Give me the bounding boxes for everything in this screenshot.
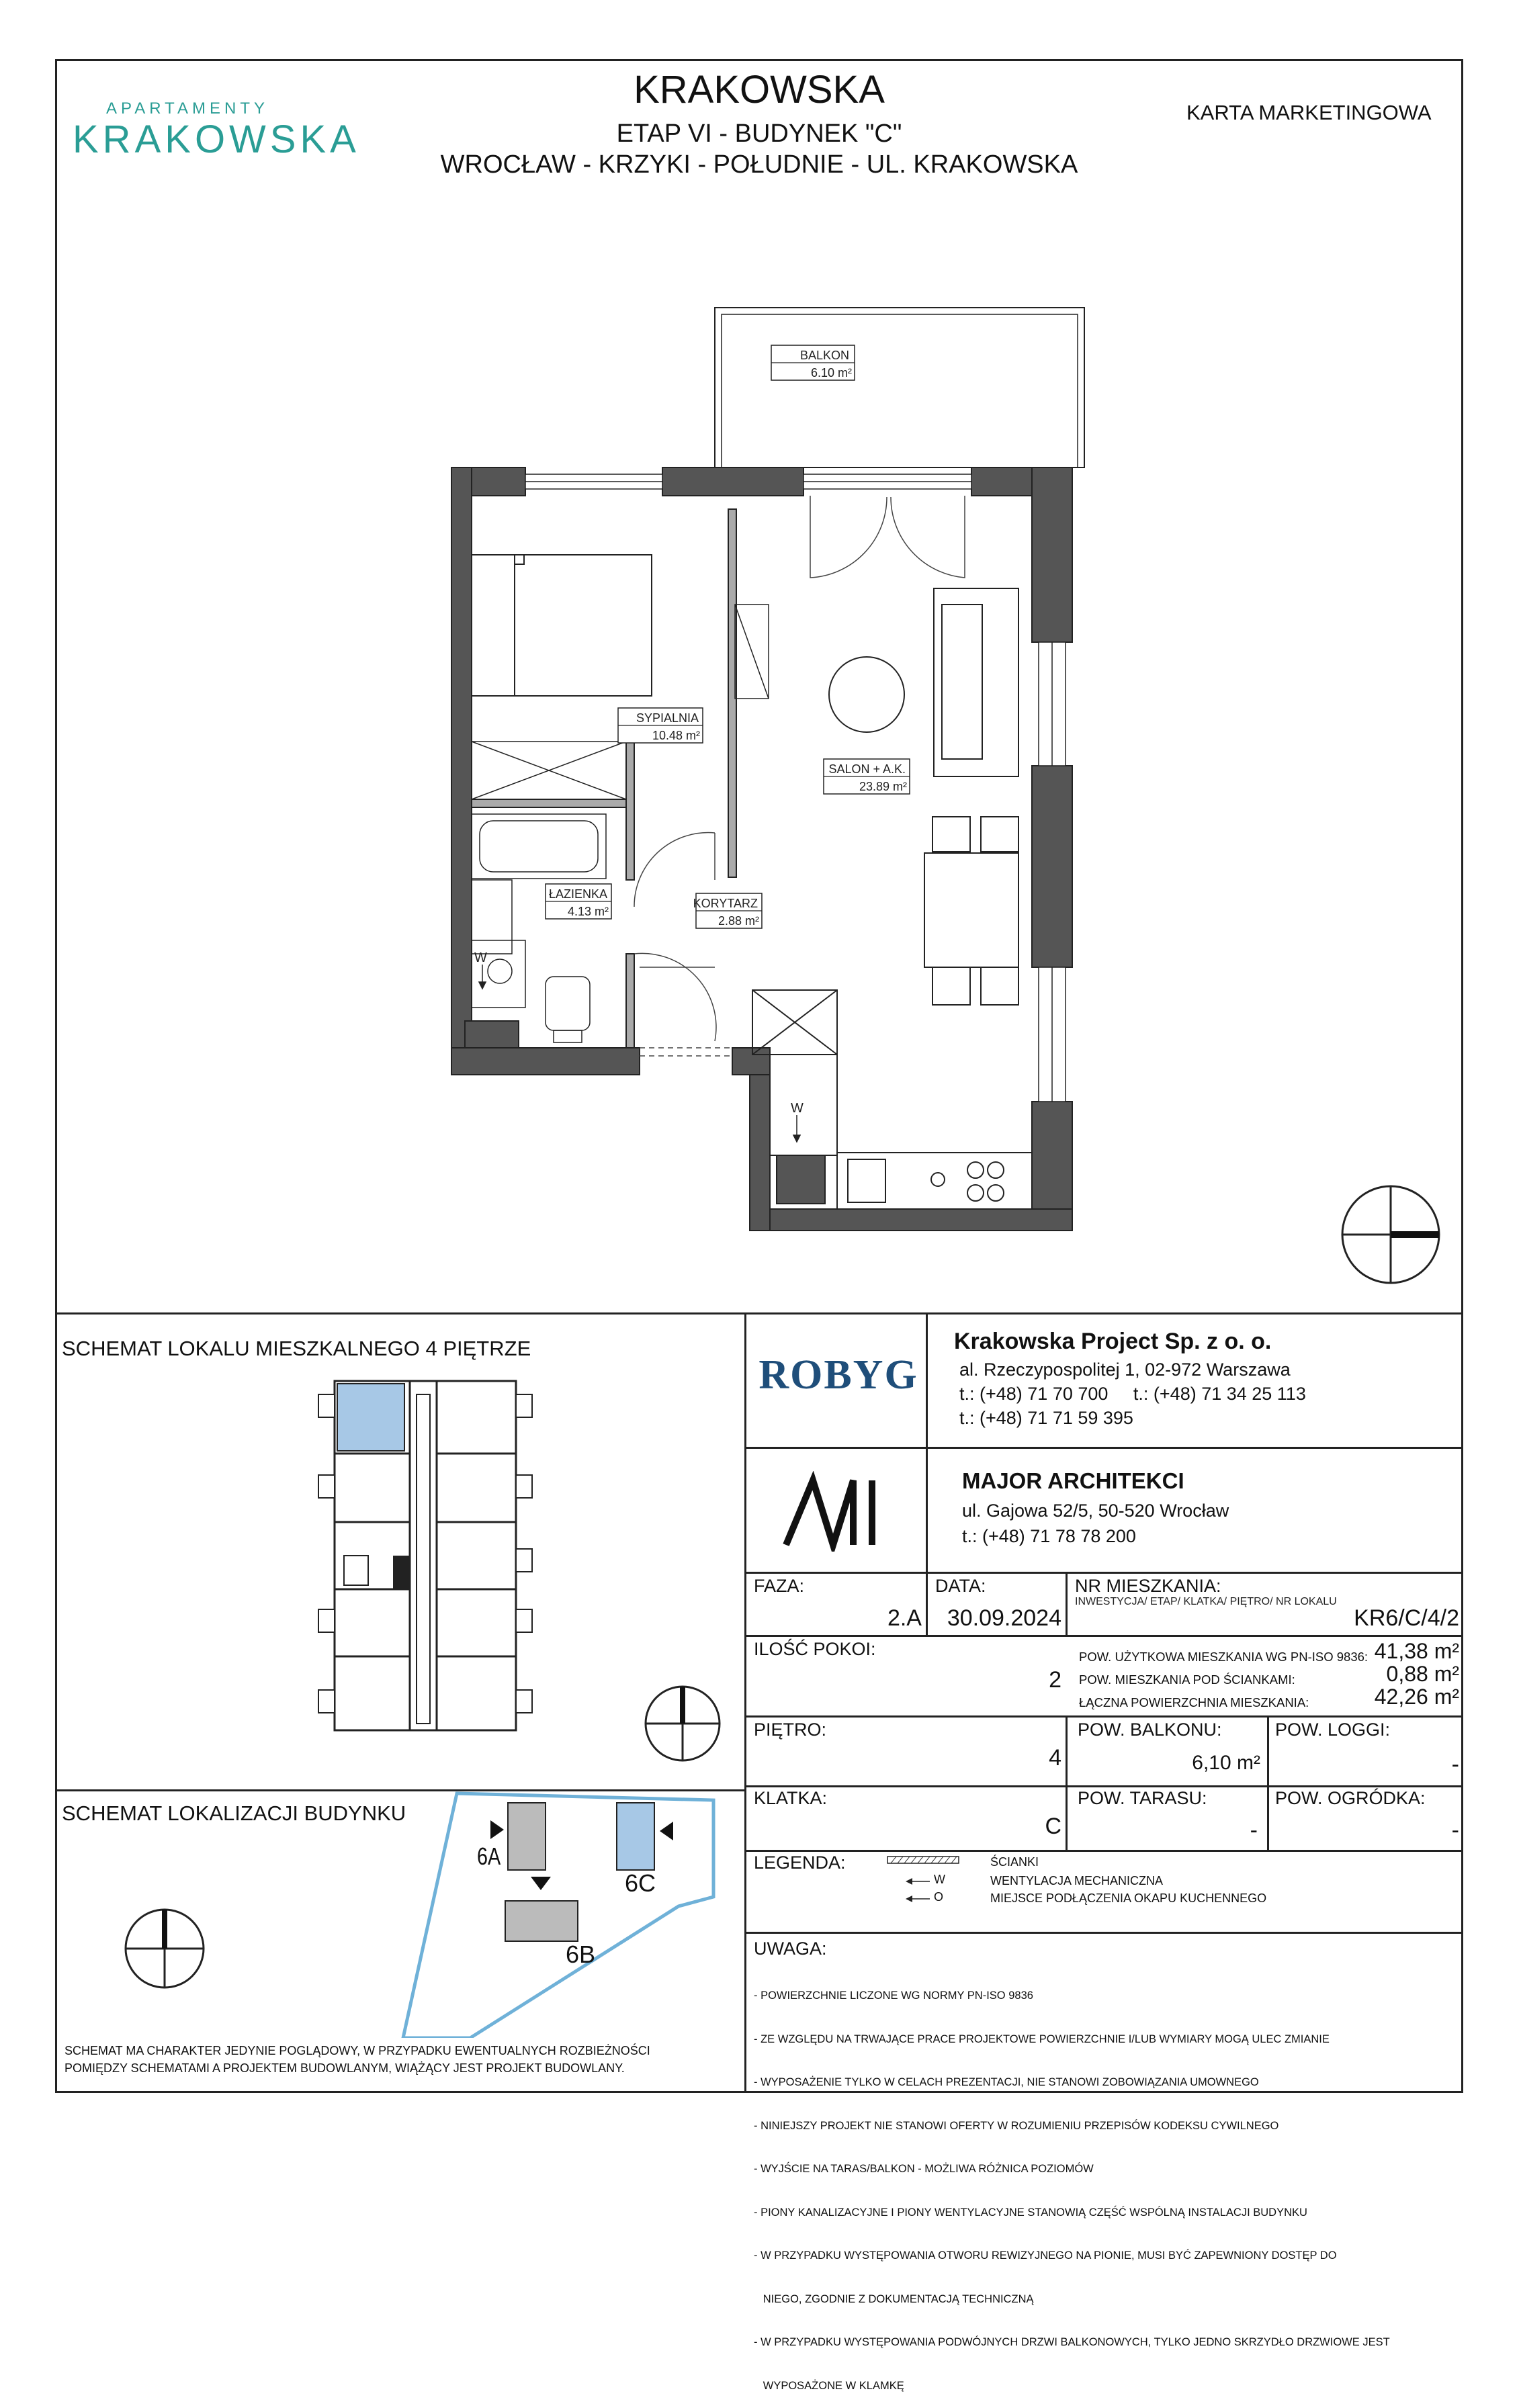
room-area-salon: 23.89 m² bbox=[859, 780, 907, 793]
architect-address: ul. Gajowa 52/5, 50-520 Wrocław bbox=[962, 1501, 1229, 1521]
faza-label: FAZA: bbox=[754, 1576, 805, 1596]
klatka-value: C bbox=[1045, 1814, 1061, 1839]
card-type: KARTA MARKETINGOWA bbox=[1186, 101, 1432, 124]
page-subtitle-2: WROCŁAW - KRZYKI - POŁUDNIE - UL. KRAKOWSKA bbox=[440, 150, 1078, 179]
developer-phone-2: t.: (+48) 71 71 59 395 bbox=[959, 1408, 1133, 1428]
building-6c bbox=[617, 1803, 654, 1870]
balcony-outline bbox=[715, 308, 1084, 467]
note-item: WYPOSAŻONE W KLAMKĘ bbox=[754, 2379, 904, 2392]
note-item: - W PRZYPADKU WYSTĘPOWANIA OTWORU REWIZYJNEGO NA PIONIE, MUSI BYĆ ZAPEWNIONY DOSTĘP DO bbox=[754, 2249, 1337, 2262]
data-value: 30.09.2024 bbox=[947, 1605, 1061, 1631]
legend-item-walls: ŚCIANKI bbox=[990, 1855, 1039, 1869]
label-6a: 6A bbox=[477, 1842, 501, 1870]
vent-mark-bathroom: W bbox=[474, 950, 487, 965]
architect-phone: t.: (+48) 71 78 78 200 bbox=[962, 1526, 1136, 1546]
north-compass-icon bbox=[1337, 1181, 1444, 1288]
note-item: - WYJŚCIE NA TARAS/BALKON - MOŻLIWA RÓŻNICA POZIOMÓW bbox=[754, 2163, 1094, 2175]
page-subtitle-1: ETAP VI - BUDYNEK "C" bbox=[616, 120, 902, 148]
nr-sublabel: INWESTYCJA/ ETAP/ KLATKA/ PIĘTRO/ NR LOKALU bbox=[1075, 1596, 1337, 1607]
building-6b bbox=[505, 1901, 578, 1941]
notes-label: UWAGA: bbox=[754, 1938, 827, 1959]
label-6c: 6C bbox=[625, 1869, 656, 1897]
floor-scheme bbox=[309, 1368, 551, 1744]
location-scheme bbox=[390, 1789, 732, 2038]
room-label-korytarz: KORYTARZ bbox=[693, 897, 758, 910]
location-scheme-title: SCHEMAT LOKALIZACJI BUDYNKU bbox=[62, 1801, 406, 1825]
developer-name: Krakowska Project Sp. z o. o. bbox=[954, 1329, 1272, 1354]
note-item: - POWIERZCHNIE LICZONE WG NORMY PN-ISO 9836 bbox=[754, 1990, 1033, 2002]
legend-item-ventilation: WENTYLACJA MECHANICZNA bbox=[990, 1874, 1164, 1887]
developer-phone-1: t.: (+48) 71 70 700 t.: (+48) 71 34 25 113 bbox=[959, 1384, 1306, 1404]
architect-name: MAJOR ARCHITEKCI bbox=[962, 1468, 1184, 1493]
exterior-walls bbox=[451, 467, 1072, 1231]
major-architekci-logo bbox=[779, 1471, 887, 1552]
living-furniture bbox=[829, 588, 1018, 1005]
building-6a bbox=[508, 1803, 546, 1870]
room-area-sypialnia: 10.48 m² bbox=[652, 729, 700, 742]
robyg-logo: ROBYG bbox=[758, 1352, 918, 1398]
note-item: - WYPOSAŻENIE TYLKO W CELACH PREZENTACJI, NIE STANOWI ZOBOWIĄZANIA UMOWNEGO bbox=[754, 2076, 1259, 2088]
pietro-value: 4 bbox=[1049, 1745, 1061, 1771]
legend-w-mark: W bbox=[934, 1873, 945, 1886]
notes-list bbox=[754, 1960, 1459, 2408]
legend-hood-arrow-icon bbox=[904, 1894, 931, 1904]
taras-label: POW. TARASU: bbox=[1078, 1788, 1207, 1808]
pow-laczna-value: 42,26 m² bbox=[1374, 1685, 1459, 1709]
note-item: - PIONY KANALIZACYJNE I PIONY WENTYLACYJNE STANOWIĄ CZĘŚĆ WSPÓLNĄ INSTALACJI BUDYNKU bbox=[754, 2206, 1307, 2219]
room-area-balkon: 6.10 m² bbox=[810, 366, 852, 380]
floor-plan bbox=[430, 296, 1115, 1249]
note-item: - ZE WZGLĘDU NA TRWAJĄCE PRACE PROJEKTOWE POWIERZCHNIE I/LUB WYMIARY MOGĄ ULEC ZMIANIE bbox=[754, 2033, 1330, 2045]
note-item: - NINIEJSZY PROJEKT NIE STANOWI OFERTY W ROZUMIENIU PRZEPISÓW KODEKSU CYWILNEGO bbox=[754, 2119, 1279, 2132]
taras-value: - bbox=[1250, 1818, 1258, 1843]
room-label-lazienka: ŁAZIENKA bbox=[548, 887, 607, 901]
logo-small-text: APARTAMENTY bbox=[105, 99, 269, 118]
room-label-sypialnia: SYPIALNIA bbox=[636, 711, 699, 725]
pokoje-label: ILOŚĆ POKOI: bbox=[754, 1639, 876, 1659]
location-scheme-note: SCHEMAT MA CHARAKTER JEDYNIE POGLĄDOWY, W PRZYPADKU EWENTUALNYCH ROZBIEŻNOŚCI POMIĘDZY SCHEMATAMI A PROJEKTEM BUDOWLANYM, WIĄŻĄCY JEST PROJEKT BUDOWLANY. bbox=[64, 2044, 650, 2075]
ogrodek-value: - bbox=[1451, 1818, 1459, 1843]
legend-vent-arrow-icon bbox=[904, 1877, 931, 1886]
pow-scianki-label: POW. MIESZKANIA POD ŚCIANKAMI: bbox=[1079, 1673, 1295, 1687]
ogrodek-label: POW. OGRÓDKA: bbox=[1275, 1788, 1426, 1808]
floor-scheme-highlight bbox=[337, 1384, 404, 1451]
faza-value: 2.A bbox=[887, 1605, 922, 1631]
room-area-lazienka: 4.13 m² bbox=[567, 905, 609, 918]
loggia-label: POW. LOGGI: bbox=[1275, 1720, 1391, 1740]
room-label-balkon: BALKON bbox=[799, 349, 849, 362]
location-compass-icon bbox=[121, 1905, 208, 1992]
pow-laczna-label: ŁĄCZNA POWIERZCHNIA MIESZKANIA: bbox=[1079, 1695, 1309, 1709]
windows bbox=[525, 474, 1066, 1102]
legend-item-hood: MIEJSCE PODŁĄCZENIA OKAPU KUCHENNEGO bbox=[990, 1891, 1267, 1905]
floor-scheme-compass-icon bbox=[642, 1683, 723, 1764]
developer-address: al. Rzeczypospolitej 1, 02-972 Warszawa bbox=[959, 1359, 1291, 1380]
pow-scianki-value: 0,88 m² bbox=[1386, 1662, 1459, 1686]
vent-mark-kitchen: W bbox=[791, 1101, 804, 1116]
bed bbox=[472, 555, 652, 696]
note-item: NIEGO, ZGODNIE Z DOKUMENTACJĄ TECHNICZNĄ bbox=[754, 2292, 1034, 2305]
legend-o-mark: O bbox=[934, 1890, 944, 1904]
room-area-korytarz: 2.88 m² bbox=[718, 914, 759, 928]
pow-uzytkowa-value: 41,38 m² bbox=[1374, 1639, 1459, 1663]
floor-scheme-title: SCHEMAT LOKALU MIESZKALNEGO 4 PIĘTRZE bbox=[62, 1337, 531, 1360]
label-6b: 6B bbox=[566, 1941, 596, 1968]
logo bbox=[73, 99, 360, 167]
nr-label: NR MIESZKANIA: bbox=[1075, 1576, 1221, 1596]
balkon-label: POW. BALKONU: bbox=[1078, 1720, 1222, 1740]
note-item: - W PRZYPADKU WYSTĘPOWANIA PODWÓJNYCH DRZWI BALKONOWYCH, TYLKO JEDNO SKRZYDŁO DRZWIOWE JEST bbox=[754, 2336, 1390, 2348]
pow-uzytkowa-label: POW. UŻYTKOWA MIESZKANIA WG PN-ISO 9836: bbox=[1079, 1650, 1369, 1664]
pietro-label: PIĘTRO: bbox=[754, 1720, 827, 1740]
logo-big-text: KRAKOWSKA bbox=[73, 118, 360, 161]
pokoje-value: 2 bbox=[1049, 1667, 1061, 1693]
page-title: KRAKOWSKA bbox=[634, 68, 885, 112]
loggia-value: - bbox=[1451, 1752, 1459, 1777]
legend-label: LEGENDA: bbox=[754, 1853, 846, 1873]
legend-wall-swatch bbox=[887, 1855, 961, 1866]
balkon-value: 6,10 m² bbox=[1192, 1752, 1260, 1774]
nr-value: KR6/C/4/2 bbox=[1354, 1605, 1459, 1631]
data-label: DATA: bbox=[935, 1576, 986, 1596]
klatka-label: KLATKA: bbox=[754, 1788, 828, 1808]
room-label-salon: SALON + A.K. bbox=[828, 762, 906, 776]
